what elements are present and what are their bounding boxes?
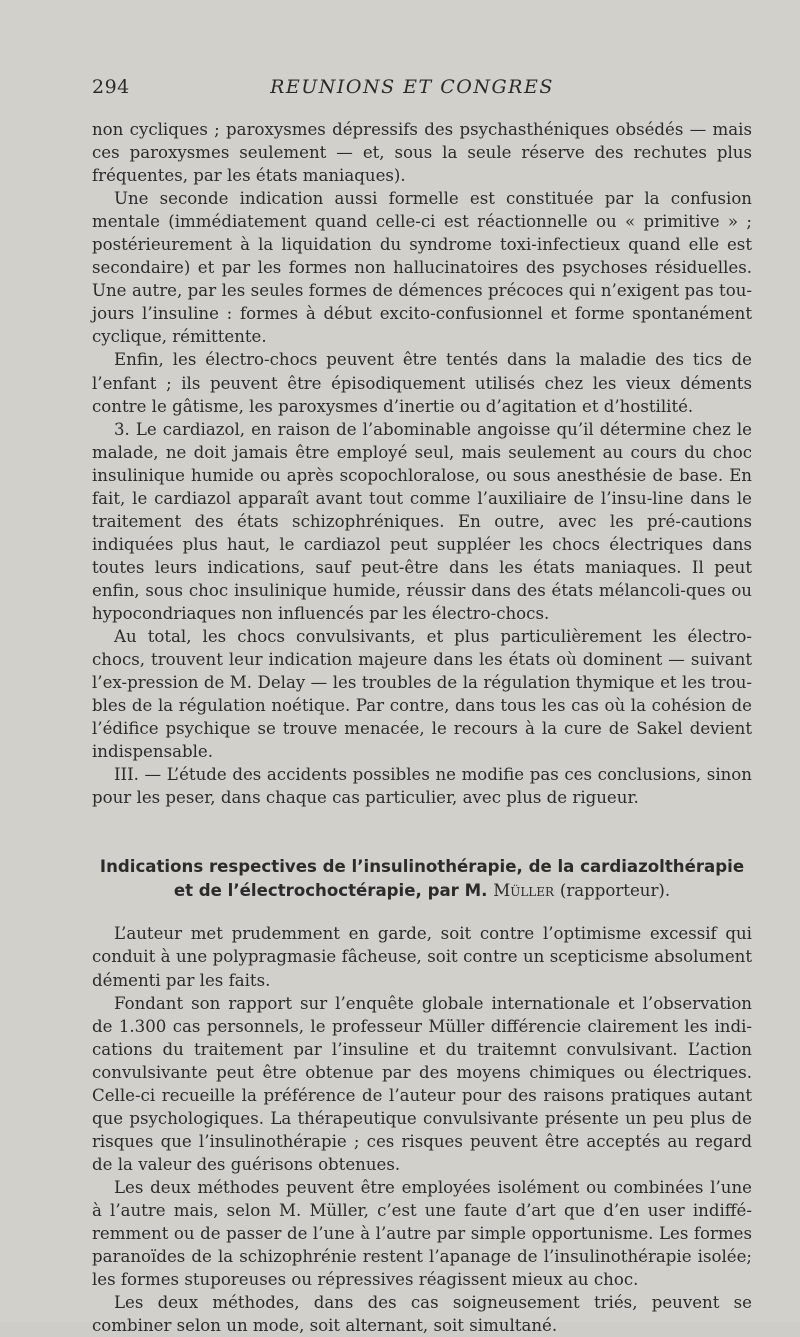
paragraph: Fondant son rapport sur l’enquête globale internationale et l’observation de 1.300 cas personnels, le professeur Müller différencie clairement les indi-cations du traitement par l’insuline et du traitemnt convulsivant. L’action convulsivante peut être obtenue par des moyens chimiques ou électriques. Celle-ci recueille la préférence de l’auteur pour des raisons pratiques autant que psychologiques. La thérapeutique convulsivante présente un peu plus de risques que l’insulinothérapie ; ces risques peuvent être acceptés au regard de la valeur des guérisons obtenues. [92, 993, 752, 1174]
page-body [92, 118, 752, 1337]
paragraph: L’auteur met prudemment en garde, soit contre l’optimisme excessif qui conduit à une polypragmasie fâcheuse, soit contre un scepticisme absolument démenti par les faits. [92, 924, 752, 990]
section-gap [92, 809, 752, 855]
paragraph: Enfin, les électro-chocs peuvent être tentés dans la maladie des tics de l’enfant ; ils peuvent être épisodiquement utilisés chez les vieux déments contre le gâtisme, les paroxysmes d’inertie ou d’agitation et d’hostilité. [92, 350, 752, 416]
section-heading-suffix: (rapporteur). [559, 880, 671, 900]
section-heading-author: Müller [493, 880, 555, 900]
paragraph: III. — L’étude des accidents possibles ne modifie pas ces conclusions, sinon pour les peser, dans chaque cas particulier, avec plus de rigueur. [92, 765, 752, 808]
paragraph: Une seconde indication aussi formelle est constituée par la confusion mentale (immédiatement quand celle-ci est réactionnelle ou « primitive » ; postérieurement à la liquidation du syndrome toxi-infectieux quand elle est secondaire) et par les formes non hallucinatoires des psychoses résiduelles. Une autre, par les seules formes de démences précoces qui n’exigent pas tou-jours l’insuline : formes à début excito-confusionnel et forme spontanément cyclique, rémittente. [92, 189, 752, 347]
paragraph: Au total, les chocs convulsivants, et plus particulièrement les électro-chocs, trouvent leur indication majeure dans les états où dominent — suivant l’ex-pression de M. Delay — les troubles de la régulation thymique et les trou-bles de la régulation noétique. Par contre, dans tous les cas où la cohésion de l’édifice psychique se trouve menacée, le recours à la cure de Sakel devient indispensable. [92, 627, 752, 762]
page-number: 294 [92, 76, 130, 98]
paragraph: Les deux méthodes peuvent être employées isolément ou combinées l’une à l’autre mais, selon M. Müller, c’est une faute d’art que d’en user indiffé-remment ou de passer de l’une à l’autre par simple opportunisme. Les formes paranoïdes de la schizophrénie restent l’apanage de l’insulinothérapie isolée; les formes stuporeuses ou répressives réagissent mieux au choc. [92, 1177, 752, 1290]
section-gap [92, 902, 752, 922]
paragraph: 3. Le cardiazol, en raison de l’abominable angoisse qu’il détermine chez le malade, ne doit jamais être employé seul, mais seulement au cours du choc insulinique humide ou après scopochloralose, ou sous anesthésie de base. En fait, le cardiazol apparaît avant tout comme l’auxiliaire de l’insu-line dans le traitement des états schizophréniques. En outre, avec les pré-cautions indiquées plus haut, le cardiazol peut suppléer les chocs électriques dans toutes leurs indications, sauf peut-être dans les états maniaques. Il peut enfin, sous choc insulinique humide, réussir dans des états mélancoli-ques ou hypocondriaques non influencés par les électro-chocs. [92, 419, 752, 623]
section-heading-prefix: et de l’électrochoctérapie, par M. [173, 880, 488, 900]
page-header [92, 76, 732, 104]
section-heading-line1: Indications respectives de l’insulinothérapie, de la cardiazolthérapie [99, 857, 745, 877]
running-head: REUNIONS ET CONGRES [270, 76, 554, 98]
section-heading [92, 855, 752, 902]
paragraph: Les deux méthodes, dans des cas soigneusement triés, peuvent se combiner selon un mode, soit alternant, soit simultané. [92, 1293, 752, 1336]
section-heading-line2 [92, 879, 752, 903]
paragraph: non cycliques ; paroxysmes dépressifs des psychasthéniques obsédés — mais ces paroxysmes seulement — et, sous la seule réserve des rechutes plus fréquentes, par les états maniaques). [92, 120, 752, 186]
